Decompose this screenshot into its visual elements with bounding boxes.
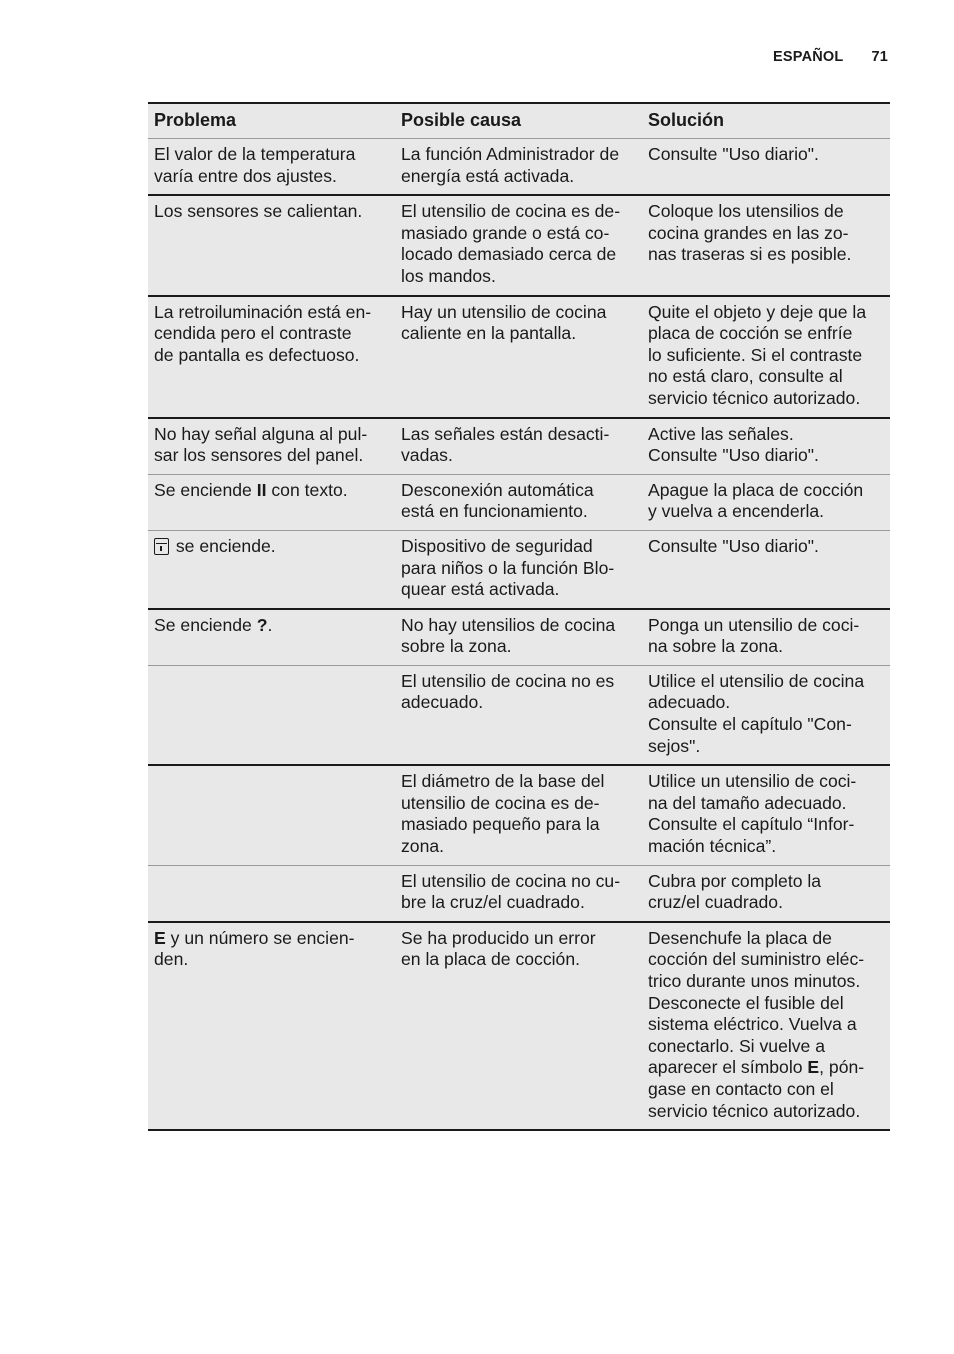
cause-cell: La función Administrador de energía está activada. (395, 139, 642, 196)
table-row (148, 530, 890, 608)
cause-cell: El diámetro de la base del utensilio de cocina es de- masiado pequeño para la zona. (395, 765, 642, 865)
cause-cell: El utensilio de cocina no es adecuado. (395, 665, 642, 765)
problem-text: . (267, 614, 273, 635)
cause-cell: El utensilio de cocina no cu- bre la cruz/el cuadrado. (395, 865, 642, 922)
problem-cell (148, 665, 395, 765)
solution-cell: Active las señales. Consulte "Uso diario". (642, 418, 890, 475)
table-row (148, 765, 890, 865)
problem-cell: Los sensores se calientan. (148, 195, 395, 295)
error-symbol: E (154, 927, 166, 948)
solution-text: Desenchufe la placa de cocción del suministro eléc- trico durante unos minutos. Desconecte el fusible del sistema eléctrico. Vuelva a conectarlo. Si vuelve a aparecer el símbolo (648, 927, 865, 1078)
cause-cell: El utensilio de cocina es de- masiado grande o está co- locado demasiado cerca de los mandos. (395, 195, 642, 295)
language-label: ESPAÑOL (773, 49, 844, 65)
problem-cell (148, 474, 395, 530)
problem-text: Se enciende (154, 614, 257, 635)
problem-cell (148, 765, 395, 865)
table-row (148, 418, 890, 475)
problem-cell (148, 530, 395, 608)
troubleshooting-table (148, 102, 890, 1131)
cause-cell: Hay un utensilio de cocina caliente en la pantalla. (395, 296, 642, 418)
problem-cell: El valor de la temperatura varía entre dos ajustes. (148, 139, 395, 196)
problem-cell: No hay señal alguna al pul- sar los sensores del panel. (148, 418, 395, 475)
solution-cell: Consulte "Uso diario". (642, 139, 890, 196)
solution-cell: Cubra por completo la cruz/el cuadrado. (642, 865, 890, 922)
solution-cell: Ponga un utensilio de coci- na sobre la zona. (642, 609, 890, 666)
solution-cell: Coloque los utensilios de cocina grandes en las zo- nas traseras si es posible. (642, 195, 890, 295)
cause-cell: No hay utensilios de cocina sobre la zona. (395, 609, 642, 666)
solution-cell (642, 922, 890, 1130)
column-header-cause: Posible causa (395, 103, 642, 139)
page-number: 71 (871, 49, 888, 65)
table-row (148, 665, 890, 765)
error-symbol: E (807, 1057, 820, 1078)
table-row (148, 296, 890, 418)
solution-text: , pón- gase en contacto con el servicio técnico autorizado. (648, 1057, 865, 1121)
problem-text: con texto. (266, 479, 348, 500)
problem-cell (148, 609, 395, 666)
cause-cell: Las señales están desacti- vadas. (395, 418, 642, 475)
table-header-row (148, 103, 890, 139)
page-header (773, 49, 888, 65)
question-symbol: ? (256, 614, 268, 635)
table-row (148, 865, 890, 922)
problem-cell (148, 922, 395, 1130)
problem-cell: La retroiluminación está en- cendida pero el contraste de pantalla es defectuoso. (148, 296, 395, 418)
table-row (148, 195, 890, 295)
cause-cell: Se ha producido un error en la placa de cocción. (401, 927, 596, 970)
solution-cell: Utilice un utensilio de coci- na del tamaño adecuado. Consulte el capítulo “Infor- mación técnica”. (642, 765, 890, 865)
solution-cell: Consulte "Uso diario". (642, 530, 890, 608)
column-header-problem: Problema (148, 103, 395, 139)
solution-cell: Quite el objeto y deje que la placa de cocción se enfríe lo suficiente. Si el contraste no está claro, consulte al servicio técnico autorizado. (642, 296, 890, 418)
column-header-solution: Solución (642, 103, 890, 139)
pause-symbol: II (256, 479, 267, 500)
problem-text: se enciende. (171, 535, 276, 556)
solution-cell: Utilice el utensilio de cocina adecuado. Consulte el capítulo "Con- sejos". (642, 665, 890, 765)
cause-cell: Desconexión automática está en funcionamiento. (395, 474, 642, 530)
problem-cell (148, 865, 395, 922)
child-lock-icon (154, 538, 169, 555)
solution-cell: Apague la placa de cocción y vuelva a encenderla. (642, 474, 890, 530)
problem-text: Se enciende (154, 479, 257, 500)
table-row (148, 922, 890, 1130)
cause-cell: Dispositivo de seguridad para niños o la función Blo- quear está activada. (395, 530, 642, 608)
problem-text: y un número se encien- den. (154, 927, 355, 970)
table-row (148, 474, 890, 530)
table-row (148, 609, 890, 666)
table-row (148, 139, 890, 196)
